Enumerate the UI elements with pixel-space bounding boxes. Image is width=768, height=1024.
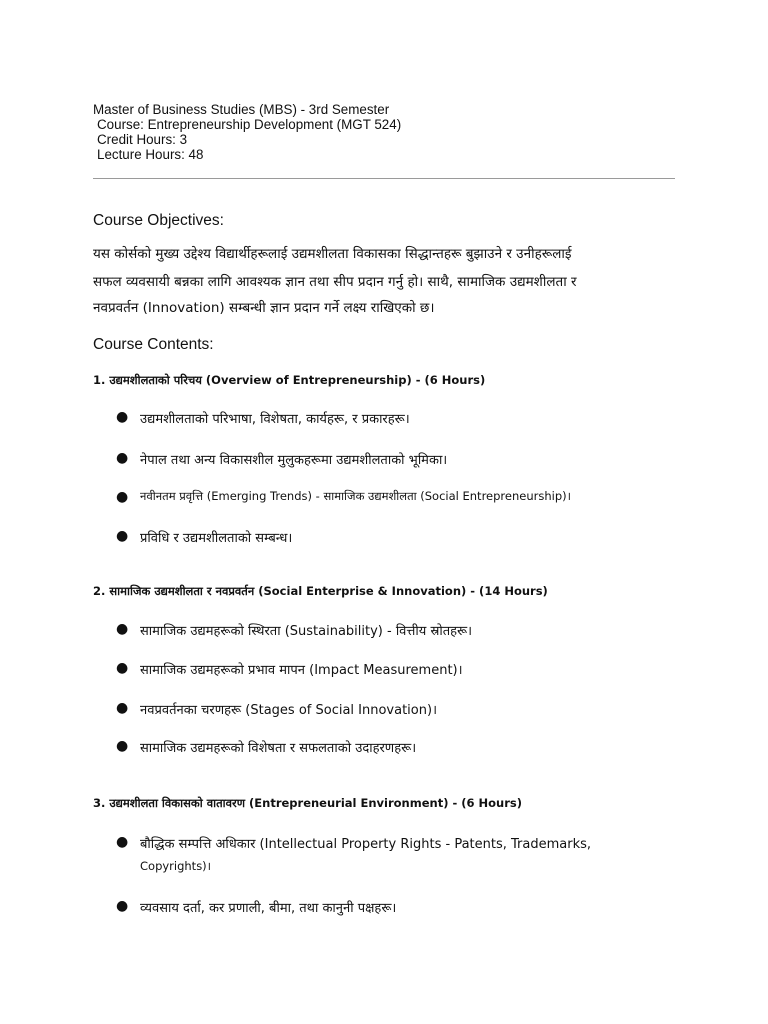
- section-title: 3. उद्यमशीलता विकासको वातावरण (Entrepreneurial Environment) - (6 Hours): [93, 796, 522, 810]
- bullet-icon: ●: [116, 450, 129, 466]
- list-item-text: Copyrights)।: [140, 859, 212, 873]
- bullet-icon: ●: [116, 898, 129, 914]
- objectives-line: यस कोर्सको मुख्य उद्देश्य विद्यार्थीहरूलाई उद्यमशीलता विकासका सिद्धान्तहरू बुझाउने र उनीहरूलाई: [93, 246, 572, 262]
- bullet-icon: ●: [116, 834, 129, 850]
- bullet-icon: ●: [116, 409, 129, 425]
- list-item-text: बौद्धिक सम्पत्ति अधिकार (Intellectual Property Rights - Patents, Trademarks,: [140, 837, 592, 852]
- list-item-text: नवीनतम प्रवृत्ति (Emerging Trends) - सामाजिक उद्यमशीलता (Social Entrepreneurship)।: [140, 489, 571, 503]
- list-item-text: व्यवसाय दर्ता, कर प्रणाली, बीमा, तथा कानुनी पक्षहरू।: [140, 901, 397, 916]
- bullet-icon: ●: [116, 660, 129, 676]
- objectives-paragraph: [93, 244, 683, 324]
- program-title: Master of Business Studies (MBS) - 3rd Semester: [93, 102, 390, 117]
- objectives-line: नवप्रवर्तन (Innovation) सम्बन्धी ज्ञान प्रदान गर्ने लक्ष्य राखिएको छ।: [93, 300, 435, 316]
- bullet-icon: ●: [116, 621, 129, 637]
- course-title: Course: Entrepreneurship Development (MGT 524): [97, 117, 402, 132]
- header-divider: [93, 178, 675, 179]
- objectives-line: सफल व्यवसायी बन्नका लागि आवश्यक ज्ञान तथा सीप प्रदान गर्नु हो। साथै, सामाजिक उद्यमशीलता र: [93, 274, 577, 290]
- list-item-text: नवप्रवर्तनका चरणहरू (Stages of Social Innovation)।: [140, 703, 437, 718]
- bullet-icon: ●: [116, 528, 129, 544]
- credit-hours: Credit Hours: 3: [97, 132, 188, 147]
- objectives-heading: Course Objectives:: [93, 212, 224, 229]
- lecture-hours: Lecture Hours: 48: [97, 147, 204, 162]
- list-item-text: प्रविधि र उद्यमशीलताको सम्बन्ध।: [140, 531, 293, 546]
- section-title: 2. सामाजिक उद्यमशीलता र नवप्रवर्तन (Social Enterprise & Innovation) - (14 Hours): [93, 584, 548, 598]
- list-item-text: सामाजिक उद्यमहरूको विशेषता र सफलताको उदाहरणहरू।: [140, 741, 417, 756]
- bullet-icon: ●: [116, 489, 129, 505]
- list-item-text: नेपाल तथा अन्य विकासशील मुलुकहरूमा उद्यमशीलताको भूमिका।: [140, 453, 448, 468]
- list-item-text: उद्यमशीलताको परिभाषा, विशेषता, कार्यहरू, र प्रकारहरू।: [140, 412, 410, 427]
- list-item-text: सामाजिक उद्यमहरूको प्रभाव मापन (Impact Measurement)।: [140, 663, 463, 678]
- section-title: 1. उद्यमशीलताको परिचय (Overview of Entrepreneurship) - (6 Hours): [93, 373, 486, 387]
- contents-heading: Course Contents:: [93, 336, 214, 353]
- bullet-icon: ●: [116, 738, 129, 754]
- bullet-icon: ●: [116, 700, 129, 716]
- list-item-text: सामाजिक उद्यमहरूको स्थिरता (Sustainability) - वित्तीय स्रोतहरू।: [140, 624, 473, 639]
